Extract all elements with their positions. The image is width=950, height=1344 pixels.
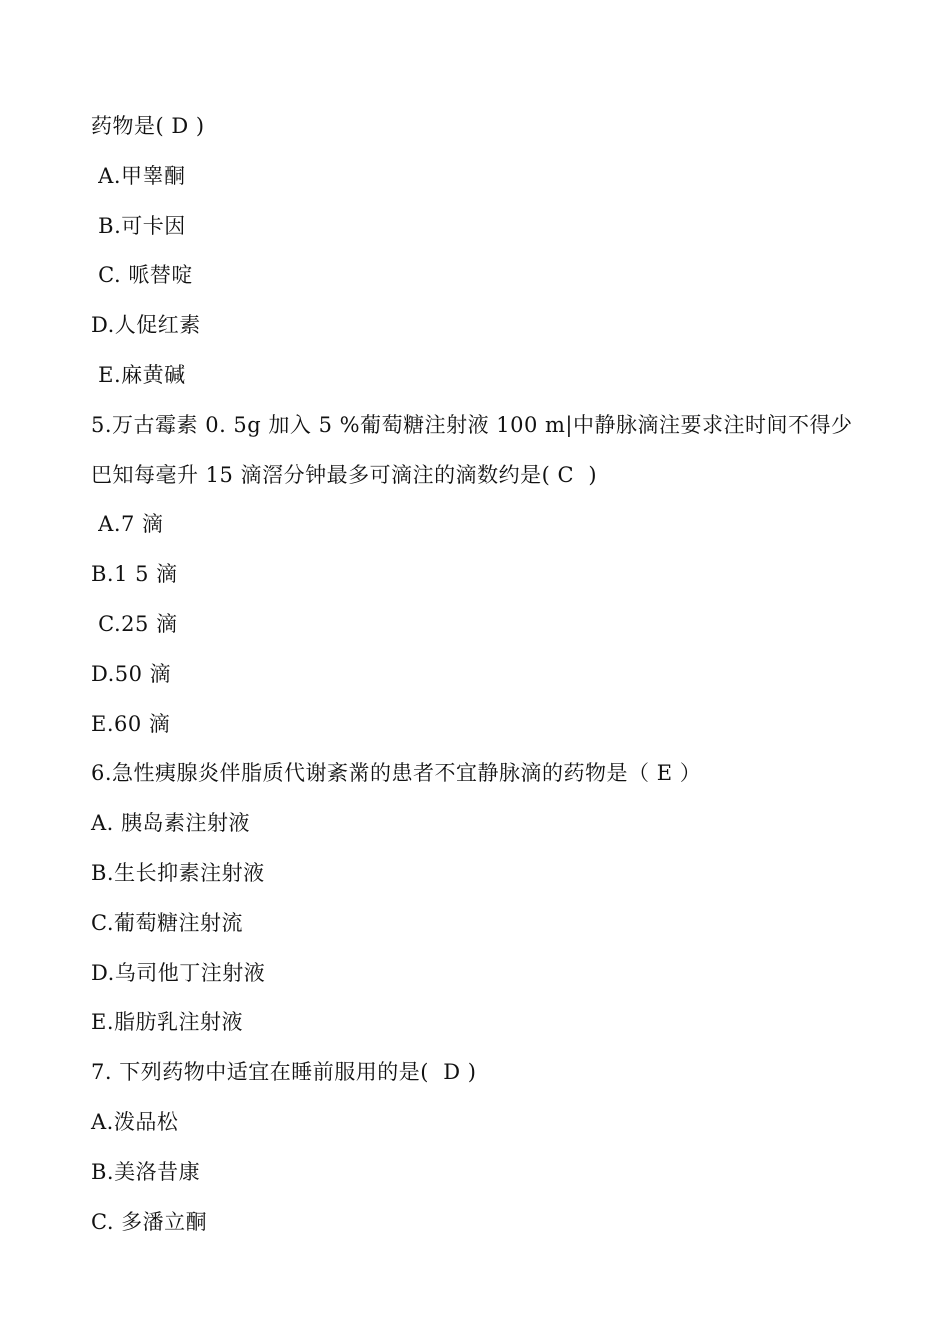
question-5-stem: 5.万古霉素 0. 5g 加入 5 %葡萄糖注射液 100 m|中静脉滴注要求注时间不得少	[91, 413, 853, 437]
q6-option-e: E.脂肪乳注射液	[91, 1010, 244, 1034]
q4-option-e: E.麻黄碱	[91, 363, 186, 387]
q5-option-d: D.50 滴	[91, 662, 172, 686]
q6-option-b: B.生长抑素注射液	[91, 861, 265, 885]
q4-option-a: A.甲睾酮	[91, 164, 186, 188]
q7-option-b: B.美洛昔康	[91, 1160, 201, 1184]
q5-option-a: A.7 滴	[91, 512, 164, 536]
q6-option-c: C.葡萄糖注射流	[91, 911, 243, 935]
q5-option-e: E.60 滴	[91, 712, 171, 736]
question-7-stem: 7. 下列药物中适宜在睡前服用的是( D )	[91, 1060, 477, 1084]
q5-option-b: B.1 5 滴	[91, 562, 178, 586]
question-6-stem: 6.急性痍腺炎伴脂质代谢紊黹的患者不宜静脉滴的药物是（ E ）	[91, 761, 702, 785]
q5-option-c: C.25 滴	[91, 612, 178, 636]
q7-option-c: C. 多潘立酮	[91, 1210, 208, 1234]
q4-option-c: C. 哌替啶	[91, 263, 193, 287]
question-5-stem-cont: 巴知每毫升 15 滴滘分钟最多可滴注的滴数约是( C )	[91, 463, 598, 487]
q4-option-b: B.可卡因	[91, 214, 186, 238]
q6-option-a: A. 胰岛素注射液	[91, 811, 251, 835]
q7-option-a: A.泼品松	[91, 1110, 179, 1134]
question-4-stem-end: 药物是( D )	[91, 114, 205, 138]
q4-option-d: D.人促红素	[91, 313, 201, 337]
q6-option-d: D.乌司他丁注射液	[91, 961, 266, 985]
